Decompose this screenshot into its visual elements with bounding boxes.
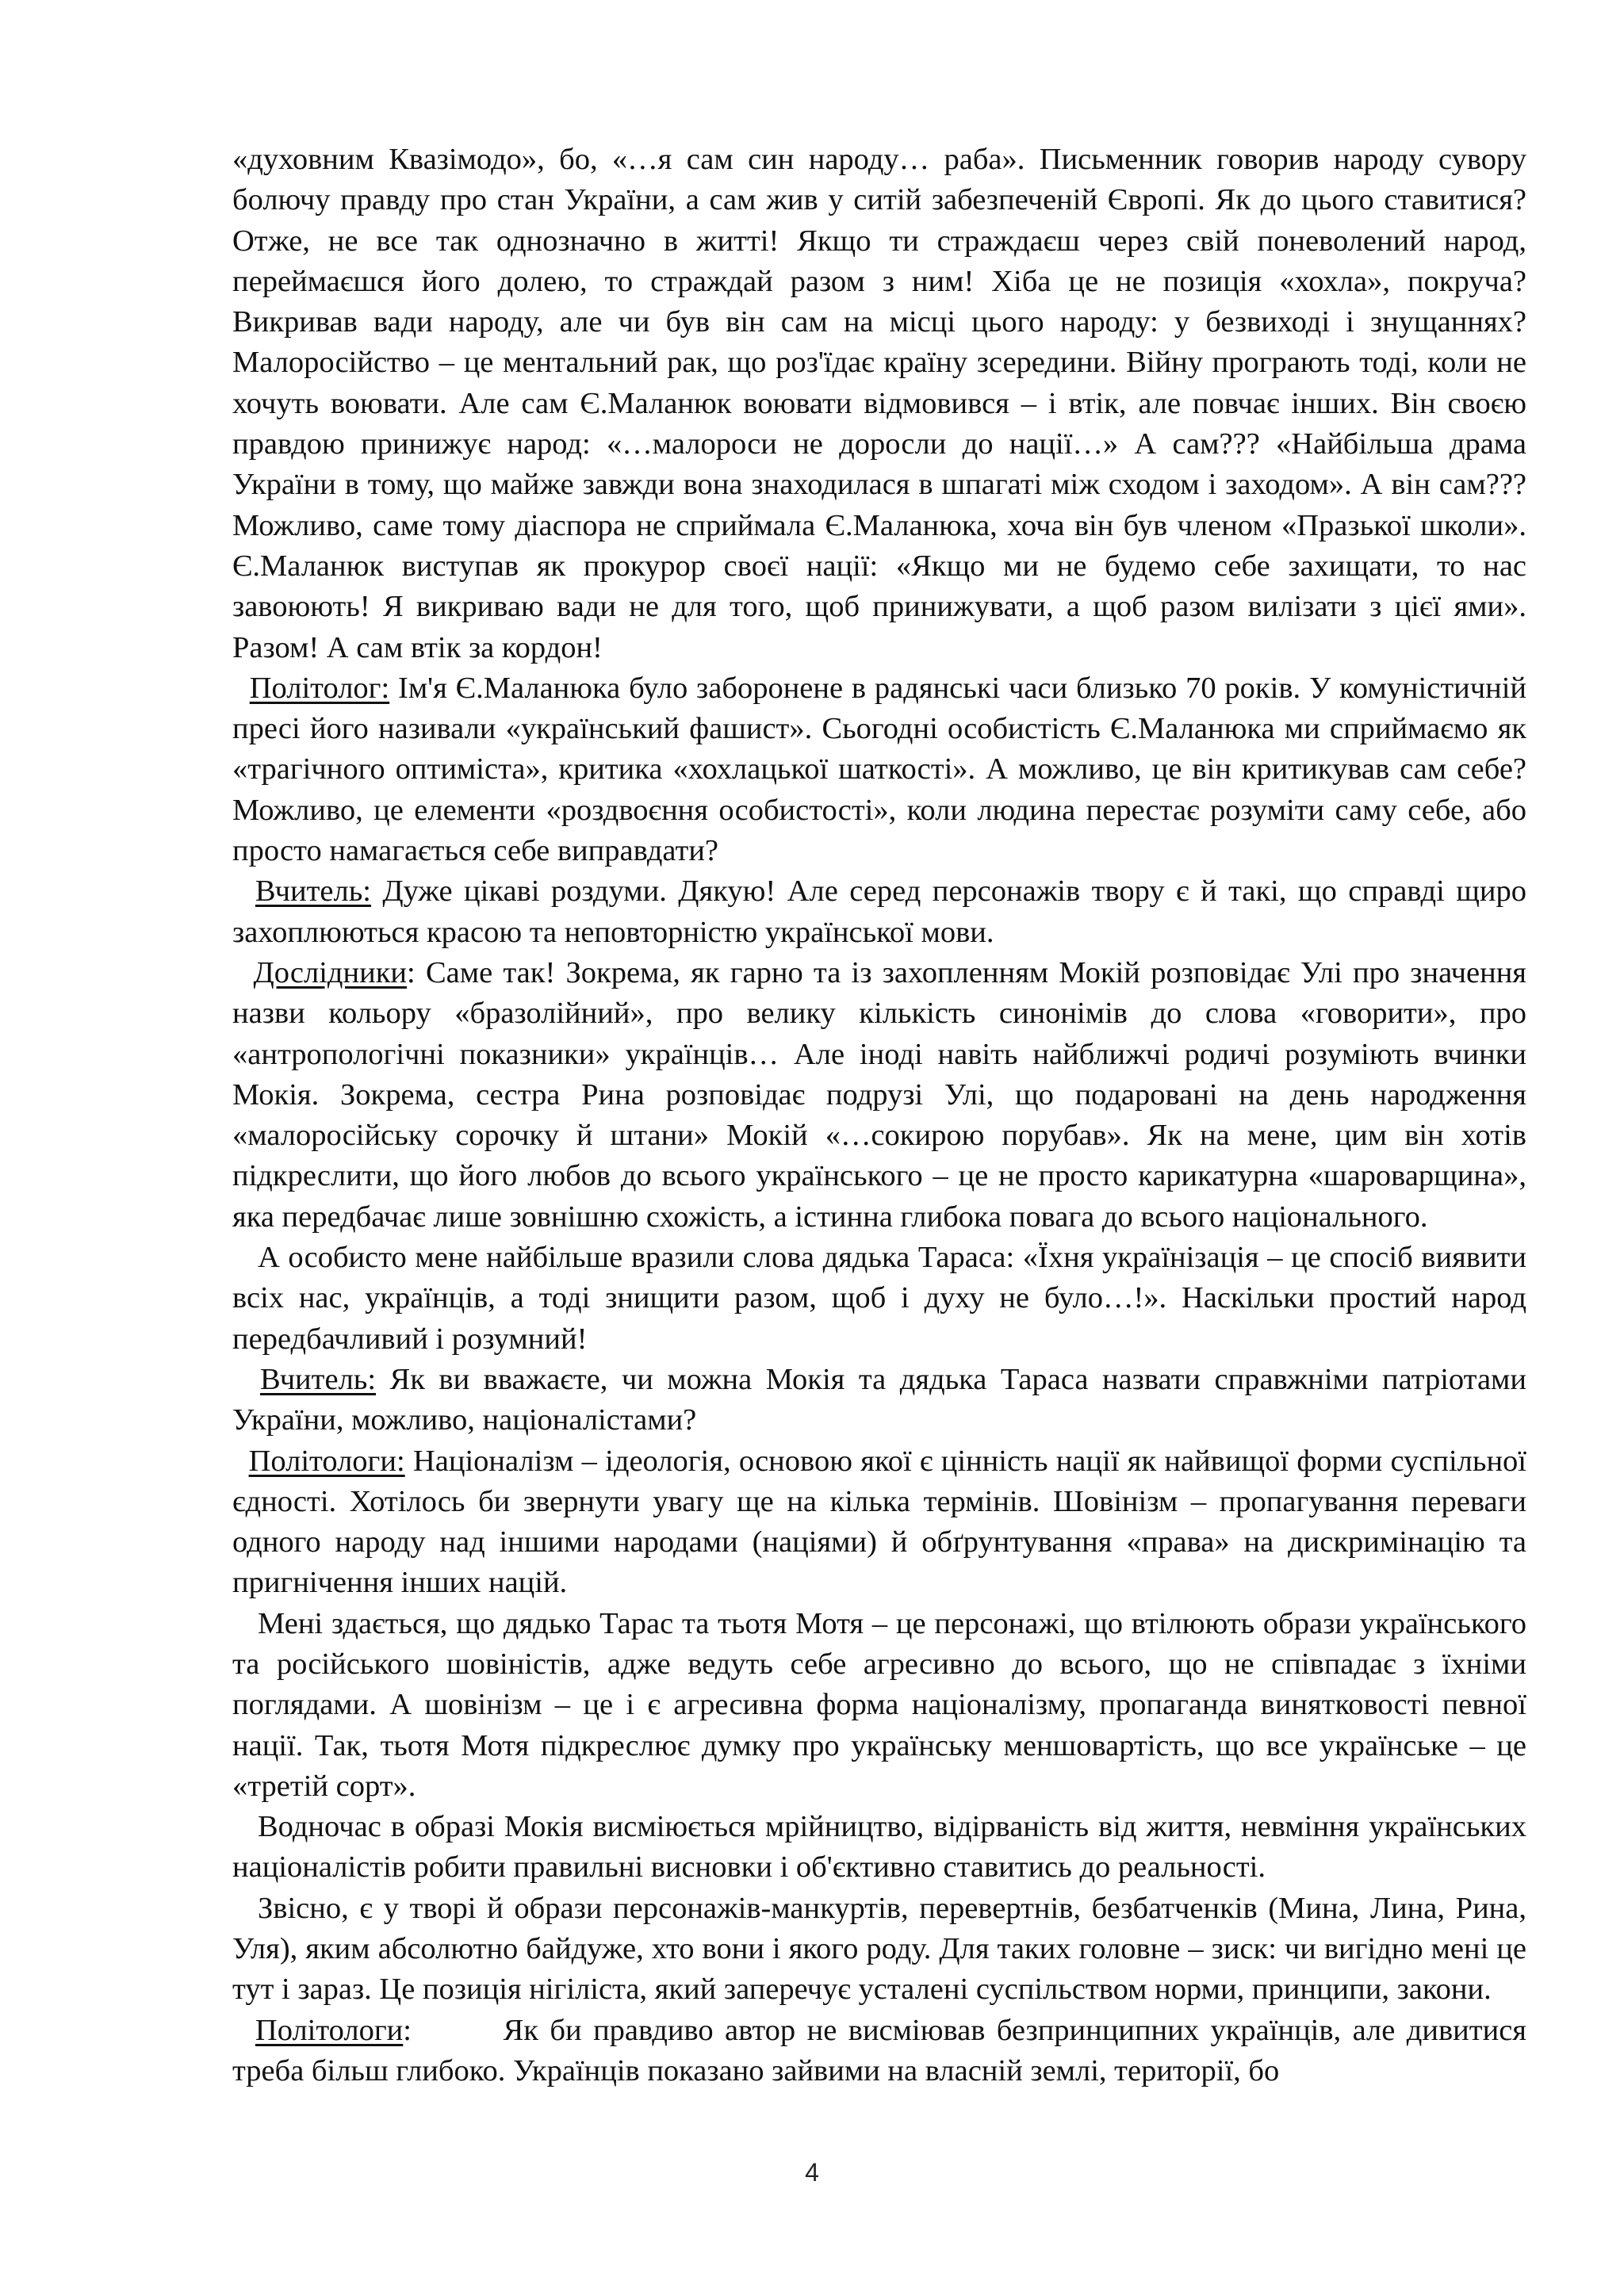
paragraph-3 — [232, 871, 1526, 953]
paragraph-8 — [232, 1604, 1526, 1807]
paragraph-11: Політологи: Як би правдиво автор не висміював безпринципних українців, але дивитися треба більш глибоко. Українців показано зайвими на власній землі, території, бо — [232, 2013, 1526, 2087]
paragraph-text: Як ви вважаєте, чи можна Мокія та дядька Тараса назвати справжніми патріотами України, можливо, націоналістами? — [232, 1362, 1527, 1437]
speaker-label: Політологи: — [248, 1444, 405, 1478]
paragraph-text: Саме так! Зокрема, як гарно та із захопленням Мокій розповідає Улі про значення назви кольору «бразолійний», про велику кількість синонімів до слова «говорити», про «антропологічні показники» українців… Але іноді навіть найближчі родичі розуміють вчинки Мокія. Зокрема, сестра Рина розповідає подрузі Улі, що подаровані на день народження «малоросійську сорочку й штани» Мокій «…сокирою порубав». Як на мене, цим він хотів підкреслити, що його любов до всього українського – це не просто карикатурна «шароварщина», яка передбачає лише зовнішню схожість, а істинна глибока повага до всього національного. — [232, 955, 1527, 1234]
speaker-label: Політологи — [255, 2013, 404, 2047]
paragraph-5 — [232, 1238, 1526, 1360]
paragraph-text: «духовним Квазімодо», бо, «…я сам син народу… раба». Письменник говорив народу сувору болючу правду про стан України, а сам жив у ситій забезпеченій Європі. Як до цього ставитися? Отже, не все так однозначно в житті! Якщо ти страждаєш через свій поневолений народ, переймаєшся його долею, то страждай разом з ним! Хіба це не позиція «хохла», покруча? Викривав вади народу, але чи був він сам на місці цього народу: у безвиході і знущаннях? Малоросійство – це ментальний рак, що роз'їдає країну зсередини. Війну програють тоді, коли не хочуть воювати. Але сам Є.Маланюк воювати відмовився – і втік, але повчає інших. Він своєю правдою принижує народ: «…малороси не доросли до нації…» А сам??? «Найбільша драма України в тому, що майже завжди вона знаходилася в шпагаті між сходом і заходом». А він сам??? Можливо, саме тому діаспора не сприймала Є.Маланюка, хоча він був членом «Празької школи». Є.Маланюк виступав як прокурор своєї нації: «Якщо ми не будемо себе захищати, то нас завоюють! Я викриваю вади не для того, щоб принижувати, а щоб разом вилізати з цієї ями». Разом! А сам втік за кордон! — [232, 143, 1526, 664]
paragraph-text: Дуже цікаві роздуми. Дякую! Але серед персонажів твору є й такі, що справді щиро захоплюються красою та неповторністю української мови. — [232, 874, 1526, 949]
paragraph-text: Мені здається, що дядько Тарас та тьотя Мотя – це персонажі, що втілюють образи українського та російського шовіністів, адже ведуть себе агресивно до всього, що не співпадає з їхніми поглядами. А шовінізм – це і є агресивна форма націоналізму, пропаганда винятковості певної нації. Так, тьотя Мотя підкреслює думку про українську меншовартість, що все українське – це «третій сорт». — [232, 1606, 1526, 1803]
speaker-label: Політолог: — [249, 671, 390, 705]
paragraph-9 — [232, 1807, 1526, 1888]
paragraph-7 — [232, 1441, 1526, 1604]
paragraph-2 — [232, 668, 1526, 871]
paragraph-4: Дослідники: Саме так! Зокрема, як гарно та із захопленням Мокій розповідає Улі про значення назви кольору «бразолійний», про велику кількість синонімів до слова «говорити», про «антропологічні показники» українців… Але іноді навіть найближчі родичі розуміють вчинки Мокія. Зокрема, сестра Рина розповідає подрузі Улі, що подаровані на день народження «малоросійську сорочку й штани» Мокій «…сокирою порубав». Як на мене, цим він хотів підкреслити, що його любов до всього українського – це не просто карикатурна «шароварщина», яка передбачає лише зовнішню схожість, а істинна глибока повага до всього національного. — [232, 955, 1527, 1234]
paragraph-text: Націоналізм – ідеологія, основою якої є цінність нації як найвищої форми суспільної єдності. Хотілось би звернути увагу ще на кілька термінів. Шовінізм – пропагування переваги одного народу над іншими народами (націями) й обґрунтування «права» на дискримінацію та пригнічення інших націй. — [232, 1444, 1526, 1600]
paragraph-text: Водночас в образі Мокія висміюється мрійництво, відірваність від життя, невміння українських націоналістів робити правильні висновки і об'єктивно ставитись до реальності. — [232, 1810, 1526, 1885]
paragraph-text: Як би правдиво автор не висміював безпринципних українців, але дивитися треба більш глибоко. Українців показано зайвими на власній землі, території, бо — [232, 2013, 1526, 2087]
paragraph-text: А особисто мене найбільше вразили слова дядька Тараса: «Їхня українізація – це спосіб виявити всіх нас, українців, а тоді знищити разом, щоб і духу не було…!». Наскільки простий народ передбачливий і розумний! — [232, 1241, 1526, 1356]
document-body — [232, 140, 1526, 2091]
speaker-label: Дослідники — [253, 955, 408, 989]
speaker-label: Вчитель: — [259, 1362, 377, 1396]
page-number: 4 — [805, 2158, 819, 2187]
paragraph-1 — [232, 140, 1526, 668]
speaker-label: Вчитель: — [255, 874, 371, 909]
paragraph-6 — [232, 1360, 1526, 1441]
paragraph-text: Ім'я Є.Маланюка було заборонене в радянські часи близько 70 років. У комуністичній пресі його називали «український фашист». Сьогодні особистість Є.Маланюка ми сприймаємо як «трагічного оптиміста», критика «хохлацької шаткості». А можливо, це він критикував сам себе? Можливо, це елементи «роздвоєння особистості», коли людина перестає розуміти саму себе, або просто намагається себе виправдати? — [232, 671, 1527, 868]
paragraph-10 — [232, 1888, 1526, 2011]
paragraph-text: Звісно, є у творі й образи персонажів-манкуртів, перевертнів, безбатченків (Мина, Лина, Рина, Уля), яким абсолютно байдуже, хто вони і якого роду. Для таких головне – зиск: чи вигідно мені це тут і зараз. Це позиція нігіліста, який заперечує усталені суспільством норми, принципи, закони. — [232, 1891, 1526, 2007]
